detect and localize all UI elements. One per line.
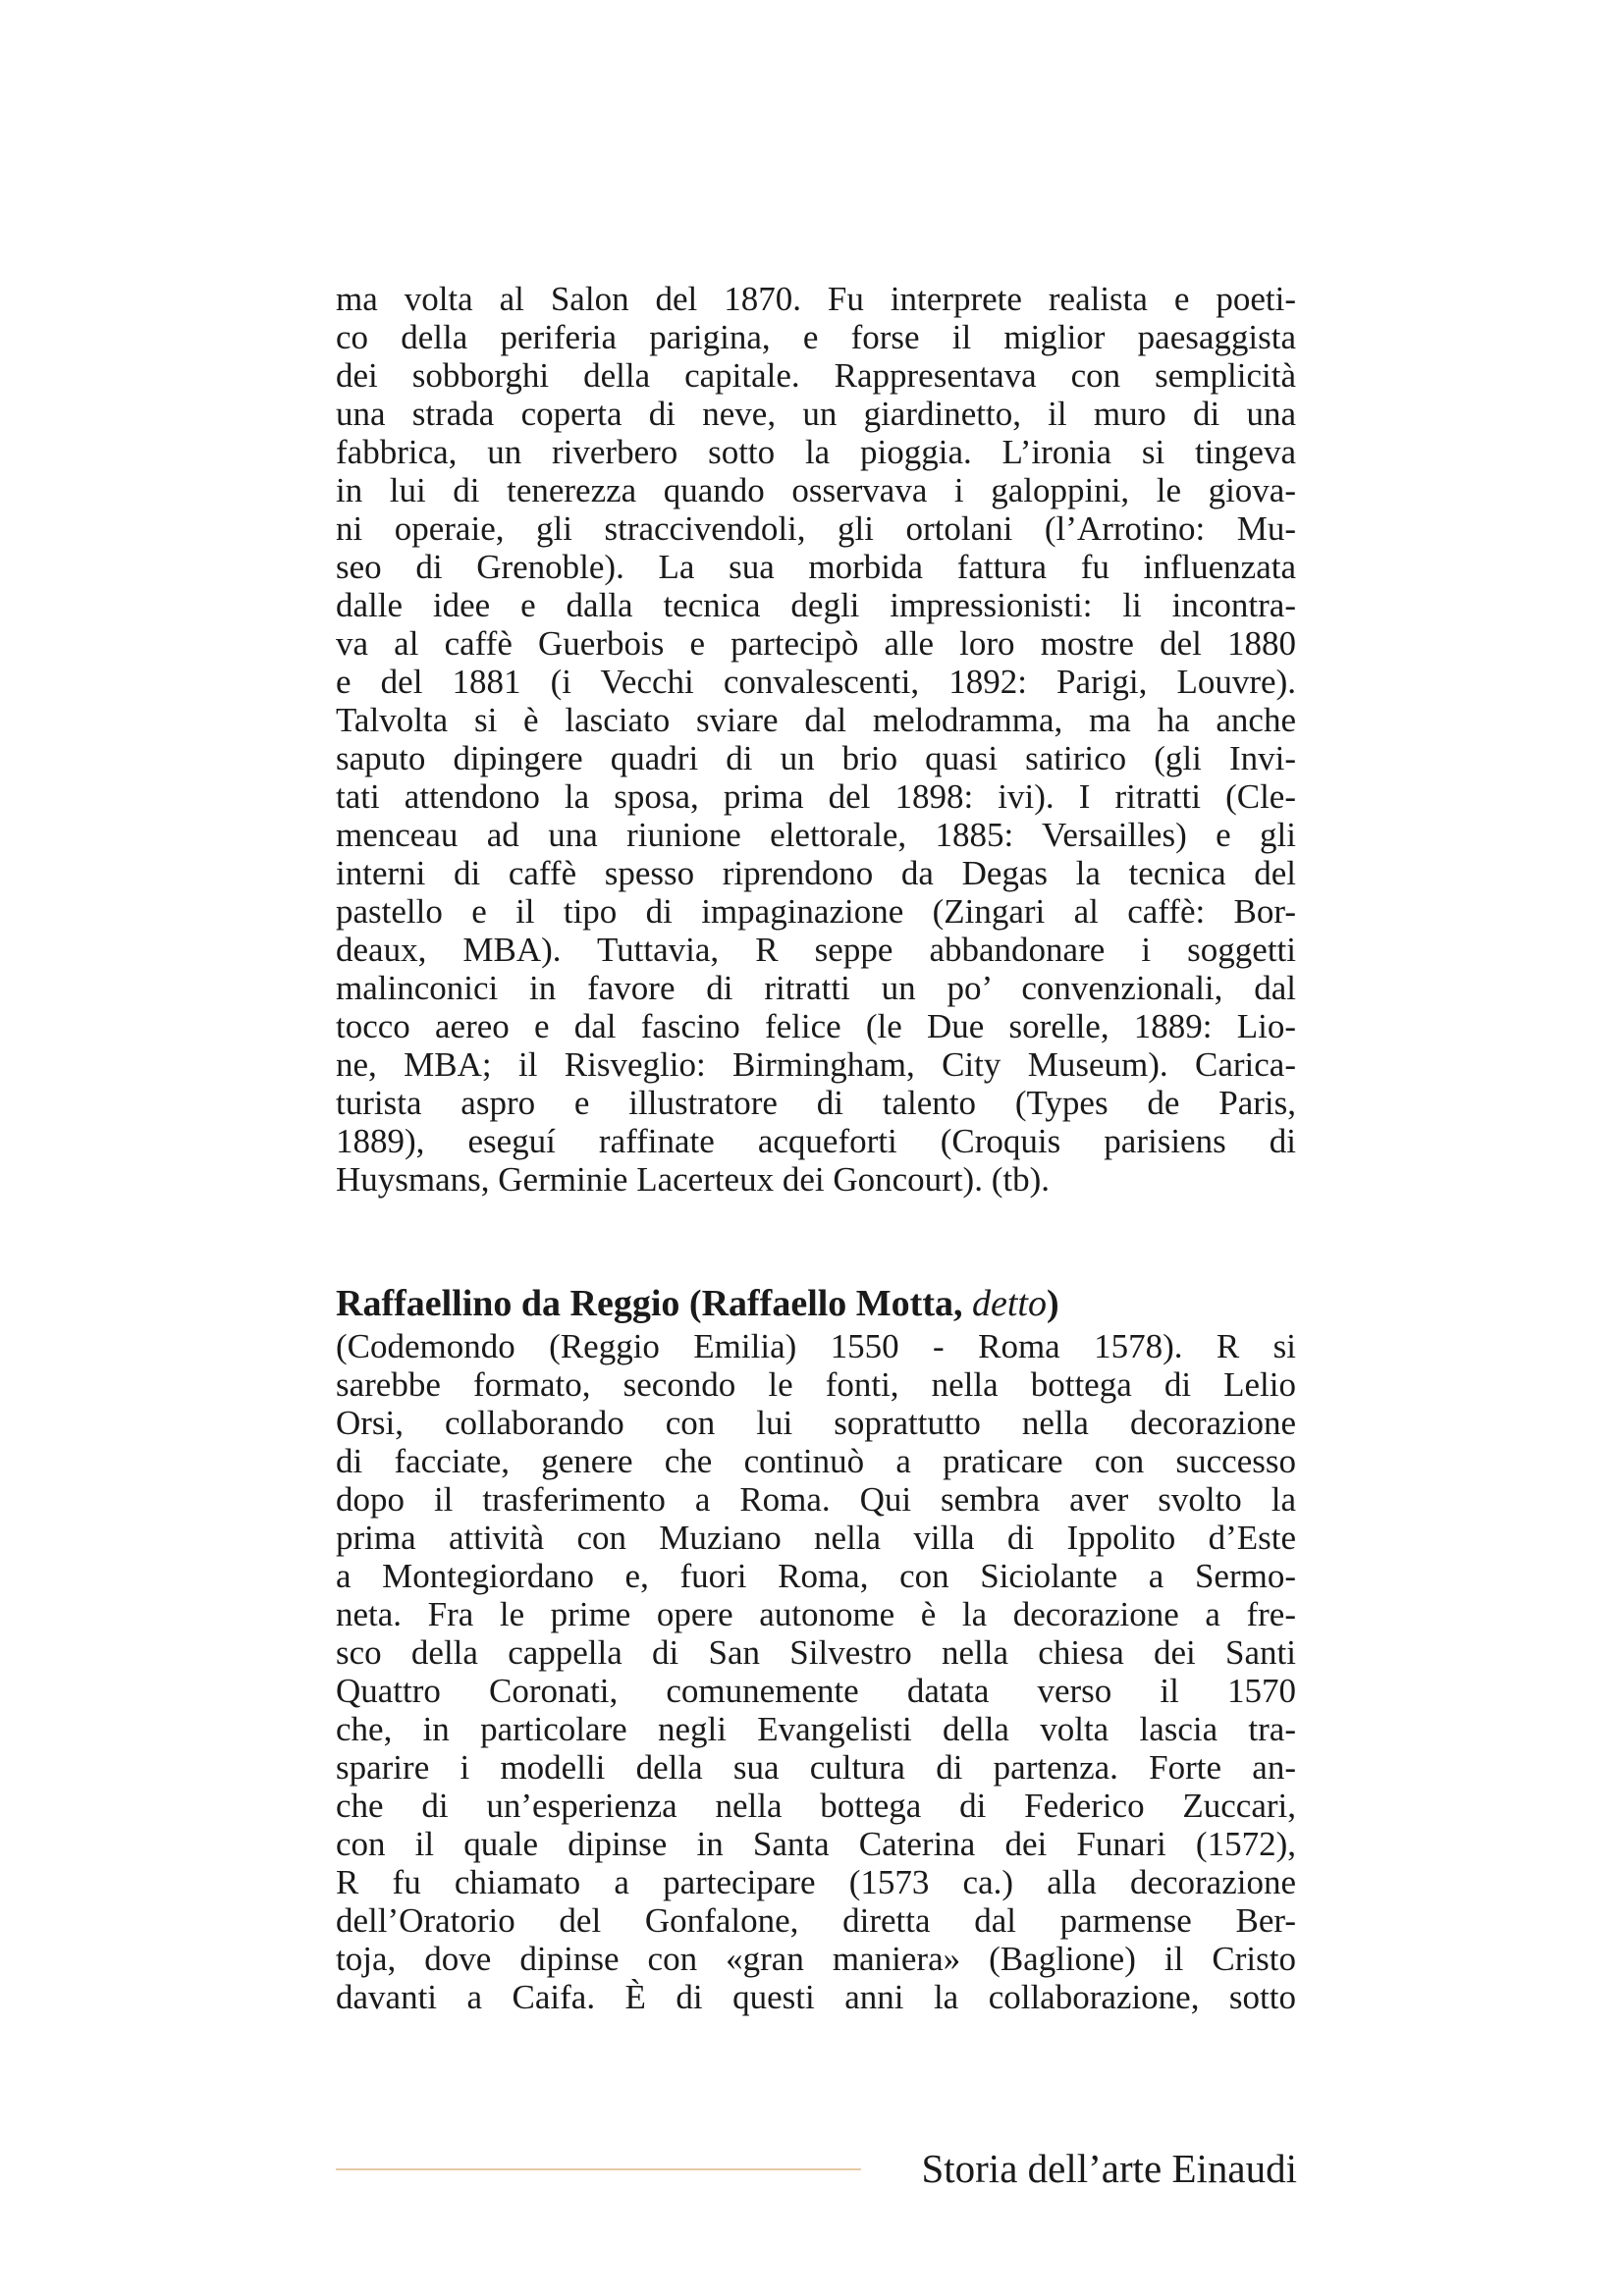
text-line: pastello e il tipo di impaginazione (Zingari al caffè: Bor- xyxy=(336,892,1296,931)
text-line: in lui di tenerezza quando osservava i galoppini, le giova- xyxy=(336,471,1296,509)
text-line: menceau ad una riunione elettorale, 1885: Versailles) e gli xyxy=(336,816,1296,854)
text-line: co della periferia parigina, e forse il miglior paesaggista xyxy=(336,318,1296,356)
text-line: malinconici in favore di ritratti un po’ convenzionali, dal xyxy=(336,969,1296,1007)
text-line: R fu chiamato a partecipare (1573 ca.) alla decorazione xyxy=(336,1863,1296,1901)
text-line: ne, MBA; il Risveglio: Birmingham, City Museum). Carica- xyxy=(336,1045,1296,1084)
footer-publication-label: Storia dell’arte Einaudi xyxy=(921,2146,1297,2191)
text-line: fabbrica, un riverbero sotto la pioggia. L’ironia si tingeva xyxy=(336,433,1296,471)
text-line: che, in particolare negli Evangelisti della volta lascia tra- xyxy=(336,1710,1296,1748)
text-line: toja, dove dipinse con «gran maniera» (Baglione) il Cristo xyxy=(336,1940,1296,1978)
text-line: seo di Grenoble). La sua morbida fattura fu influenzata xyxy=(336,548,1296,586)
entry-heading xyxy=(336,1281,1296,1326)
entry-heading-name: Raffaellino da Reggio (Raffaello Motta, xyxy=(336,1283,963,1324)
text-line: di facciate, genere che continuò a praticare con successo xyxy=(336,1442,1296,1480)
paragraph-previous-entry xyxy=(336,280,1296,1199)
text-line: prima attività con Muziano nella villa di Ippolito d’Este xyxy=(336,1519,1296,1557)
text-line: e del 1881 (i Vecchi convalescenti, 1892: Parigi, Louvre). xyxy=(336,663,1296,701)
text-line: sco della cappella di San Silvestro nella chiesa dei Santi xyxy=(336,1633,1296,1672)
text-line: sparire i modelli della sua cultura di partenza. Forte an- xyxy=(336,1748,1296,1787)
text-line: davanti a Caifa. È di questi anni la collaborazione, sotto xyxy=(336,1978,1296,2016)
text-line: Talvolta si è lasciato sviare dal melodramma, ma ha anche xyxy=(336,701,1296,739)
text-line: deaux, MBA). Tuttavia, R seppe abbandonare i soggetti xyxy=(336,931,1296,969)
text-line: interni di caffè spesso riprendono da Degas la tecnica del xyxy=(336,854,1296,892)
text-line: a Montegiordano e, fuori Roma, con Siciolante a Sermo- xyxy=(336,1557,1296,1595)
footer-rule xyxy=(336,2168,861,2170)
entry-heading-close: ) xyxy=(1046,1283,1059,1324)
text-line: saputo dipingere quadri di un brio quasi satirico (gli Invi- xyxy=(336,739,1296,777)
text-line: dalle idee e dalla tecnica degli impressionisti: li incontra- xyxy=(336,586,1296,624)
text-line: tati attendono la sposa, prima del 1898: ivi). I ritratti (Cle- xyxy=(336,777,1296,816)
text-line: ni operaie, gli straccivendoli, gli ortolani (l’Arrotino: Mu- xyxy=(336,509,1296,548)
text-line: turista aspro e illustratore di talento (Types de Paris, xyxy=(336,1084,1296,1122)
text-line: (Codemondo (Reggio Emilia) 1550 - Roma 1578). R si xyxy=(336,1327,1296,1365)
text-line: 1889), eseguí raffinate acqueforti (Croquis parisiens di xyxy=(336,1122,1296,1160)
text-line: Huysmans, Germinie Lacerteux dei Goncourt). (tb). xyxy=(336,1160,1050,1199)
paragraph-raffaellino-entry xyxy=(336,1327,1296,2016)
entry-heading-detto: detto xyxy=(972,1283,1047,1324)
text-line: dopo il trasferimento a Roma. Qui sembra aver svolto la xyxy=(336,1480,1296,1519)
text-line: sarebbe formato, secondo le fonti, nella bottega di Lelio xyxy=(336,1365,1296,1404)
text-line: neta. Fra le prime opere autonome è la decorazione a fre- xyxy=(336,1595,1296,1633)
text-line: con il quale dipinse in Santa Caterina dei Funari (1572), xyxy=(336,1825,1296,1863)
text-line: dell’Oratorio del Gonfalone, diretta dal parmense Ber- xyxy=(336,1901,1296,1940)
text-line: va al caffè Guerbois e partecipò alle loro mostre del 1880 xyxy=(336,624,1296,663)
text-line: ma volta al Salon del 1870. Fu interprete realista e poeti- xyxy=(336,280,1296,318)
text-line: Quattro Coronati, comunemente datata verso il 1570 xyxy=(336,1672,1296,1710)
text-line: Orsi, collaborando con lui soprattutto nella decorazione xyxy=(336,1404,1296,1442)
text-line: che di un’esperienza nella bottega di Federico Zuccari, xyxy=(336,1787,1296,1825)
text-line: tocco aereo e dal fascino felice (le Due sorelle, 1889: Lio- xyxy=(336,1007,1296,1045)
text-line: una strada coperta di neve, un giardinetto, il muro di una xyxy=(336,395,1296,433)
text-line: dei sobborghi della capitale. Rappresentava con semplicità xyxy=(336,356,1296,395)
